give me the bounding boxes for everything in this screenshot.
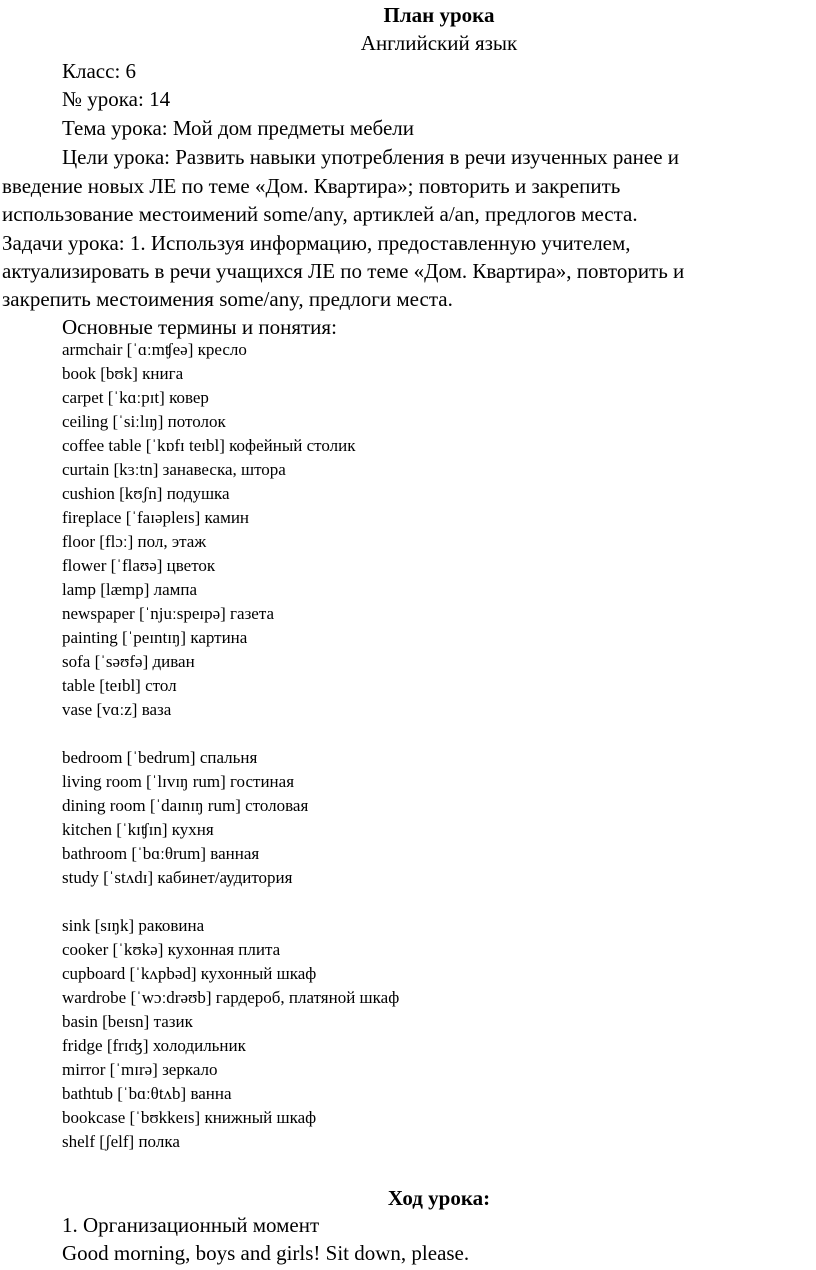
vocab-item: shelf [ʃelf] полка (62, 1132, 180, 1151)
vocab-item: carpet [ˈkɑːpɪt] ковер (62, 388, 209, 407)
vocab-item: basin [beɪsn] тазик (62, 1012, 193, 1031)
vocab-item: fireplace [ˈfaɪəpleɪs] камин (62, 508, 250, 527)
vocab-item: painting [ˈpeɪntɪŋ] картина (62, 628, 248, 647)
vocab-item: curtain [kɜːtn] занавеска, штора (62, 460, 286, 479)
vocab-item: sofa [ˈsəʊfə] диван (62, 652, 195, 671)
tasks-line-3: закрепить местоимения some/any, предлоги места. (2, 287, 453, 311)
vocab-item: newspaper [ˈnjuːspeɪpə] газета (62, 604, 275, 623)
vocab-item: flower [ˈflaʊə] цветок (62, 556, 216, 575)
grade-line: Класс: 6 (62, 59, 137, 83)
goals-line-3: использование местоимений some/any, артиклей a/an, предлогов места. (2, 202, 638, 226)
vocab-item: coffee table [ˈkɒfɪ teɪbl] кофейный столик (62, 436, 356, 455)
lesson-number-line: № урока: 14 (62, 87, 171, 111)
vocab-item: ceiling [ˈsiːlɪŋ] потолок (62, 412, 226, 431)
tasks-line-1: Задачи урока: 1. Используя информацию, предоставленную учителем, (2, 231, 631, 255)
vocab-item: cupboard [ˈkʌpbəd] кухонный шкаф (62, 964, 317, 983)
greeting-line: Good morning, boys and girls! Sit down, please. (62, 1241, 470, 1265)
vocab-item: lamp [læmp] лампа (62, 580, 198, 599)
vocab-item: bathtub [ˈbɑːθtʌb] ванна (62, 1084, 232, 1103)
goals-line-2: введение новых ЛЕ по теме «Дом. Квартира»; повторить и закрепить (2, 174, 621, 198)
topic-line: Тема урока: Мой дом предметы мебели (62, 116, 414, 140)
vocab-item: floor [flɔː] пол, этаж (62, 532, 207, 551)
vocab-item: vase [vɑːz] ваза (62, 700, 172, 719)
goals-line-1: Цели урока: Развить навыки употребления в речи изученных ранее и (62, 145, 680, 169)
terms-heading: Основные термины и понятия: (62, 315, 337, 339)
vocab-item: sink [sɪŋk] раковина (62, 916, 205, 935)
vocab-item: bedroom [ˈbedrum] спальня (62, 748, 258, 767)
tasks-line-2: актуализировать в речи учащихся ЛЕ по теме «Дом. Квартира», повторить и (2, 259, 685, 283)
subject-line: Английский язык (360, 31, 518, 55)
vocab-item: wardrobe [ˈwɔːdrəʊb] гардероб, платяной шкаф (62, 988, 400, 1007)
vocab-item: bookcase [ˈbʊkkeɪs] книжный шкаф (62, 1108, 317, 1127)
vocab-item: fridge [frɪʤ] холодильник (62, 1036, 246, 1055)
vocab-item: living room [ˈlɪvɪŋ rum] гостиная (62, 772, 295, 791)
vocab-item: book [bʊk] книга (62, 364, 184, 383)
vocab-item: mirror [ˈmɪrə] зеркало (62, 1060, 218, 1079)
course-heading: Ход урока: (387, 1186, 491, 1210)
course-step-1: 1. Организационный момент (62, 1213, 320, 1237)
vocab-item: study [ˈstʌdɪ] кабинет/аудитория (62, 868, 293, 887)
document-title: План урока (383, 3, 495, 27)
vocab-item: cooker [ˈkʊkə] кухонная плита (62, 940, 281, 959)
vocab-item: table [teɪbl] стол (62, 676, 177, 695)
vocab-item: cushion [kʊʃn] подушка (62, 484, 230, 503)
vocab-item: dining room [ˈdaɪnɪŋ rum] столовая (62, 796, 309, 815)
vocab-item: armchair [ˈɑːmʧeə] кресло (62, 340, 247, 359)
vocab-item: kitchen [ˈkɪʧɪn] кухня (62, 820, 214, 839)
vocab-item: bathroom [ˈbɑːθrum] ванная (62, 844, 260, 863)
